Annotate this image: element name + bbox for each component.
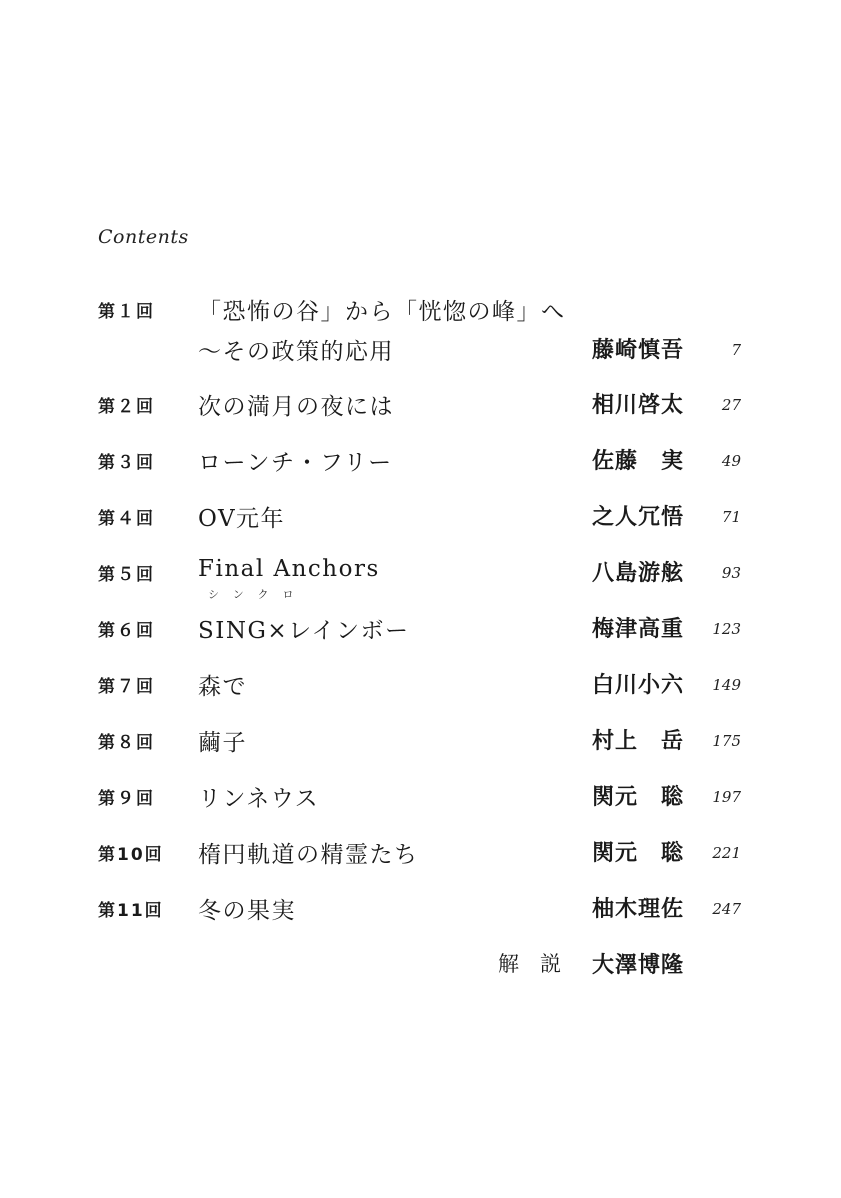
entry-title-ruby: シンクロ [208,588,308,601]
toc-entry-9 [0,776,841,816]
entry-number: 第４回 [98,509,155,529]
toc-entry-7 [0,664,841,704]
entry-author: 藤崎慎吾 [592,338,685,363]
entry-number: 第５回 [98,565,155,585]
entry-author: 佐藤 実 [592,449,685,474]
entry-number: 第２回 [98,397,155,417]
entry-number: 第３回 [98,453,155,473]
entry-page-number: 7 [731,341,741,359]
entry-page-number: 93 [721,564,741,582]
entry-title: 冬の果実 [198,898,296,924]
entry-number: 第６回 [98,621,155,641]
entry-page-number: 149 [712,676,741,694]
entry-title: OV元年 [198,506,286,532]
entry-page-number: 49 [721,452,741,470]
entry-title: Final Anchors [198,556,380,582]
entry-title: 「恐怖の谷」から「恍惚の峰」へ [198,299,566,325]
toc-entry-2 [0,384,841,424]
entry-page-number: 247 [712,900,741,918]
entry-author: 八島游舷 [592,561,685,586]
entry-title: 繭子 [198,730,247,756]
entry-author: 関元 聡 [592,841,685,866]
entry-author: 之人冗悟 [592,505,685,530]
entry-author: 関元 聡 [592,785,685,810]
entry-page-number: 71 [721,508,741,526]
toc-entry-5 [0,552,841,592]
entry-title: 次の満月の夜には [198,394,394,420]
entry-number: 第１回 [98,302,155,322]
entry-number: 第10回 [98,845,164,865]
entry-page-number: 123 [712,620,741,638]
toc-entry-3 [0,440,841,480]
toc-entry-1 [0,289,841,365]
entry-page-number: 27 [721,396,741,414]
entry-author: 梅津高重 [592,617,685,642]
entry-page-number: 175 [712,732,741,750]
entry-number: 第７回 [98,677,155,697]
contents-heading: Contents [98,226,189,248]
entry-title: SING×レインボー [198,618,410,644]
commentary-author: 大澤博隆 [592,953,685,978]
entry-author: 柚木理佐 [592,897,685,922]
entry-author: 白川小六 [592,673,685,698]
entry-author: 相川啓太 [592,393,685,418]
entry-author: 村上 岳 [592,729,685,754]
toc-entry-11 [0,888,841,928]
entry-title: ローンチ・フリー [198,450,393,476]
commentary-label: 解 説 [498,952,561,976]
entry-title: 森で [198,674,247,700]
entry-title-continued: ～その政策的応用 [198,339,394,365]
entry-title: 楕円軌道の精霊たち [198,842,419,868]
toc-entry-6 [0,588,841,648]
toc-entry-4 [0,496,841,536]
entry-page-number: 221 [712,844,741,862]
entry-number: 第11回 [98,901,164,921]
entry-page-number: 197 [712,788,741,806]
toc-commentary [0,944,841,984]
toc-entry-10 [0,832,841,872]
entry-title: リンネウス [198,786,320,812]
toc-entry-8 [0,720,841,760]
entry-number: 第９回 [98,789,155,809]
entry-number: 第８回 [98,733,155,753]
